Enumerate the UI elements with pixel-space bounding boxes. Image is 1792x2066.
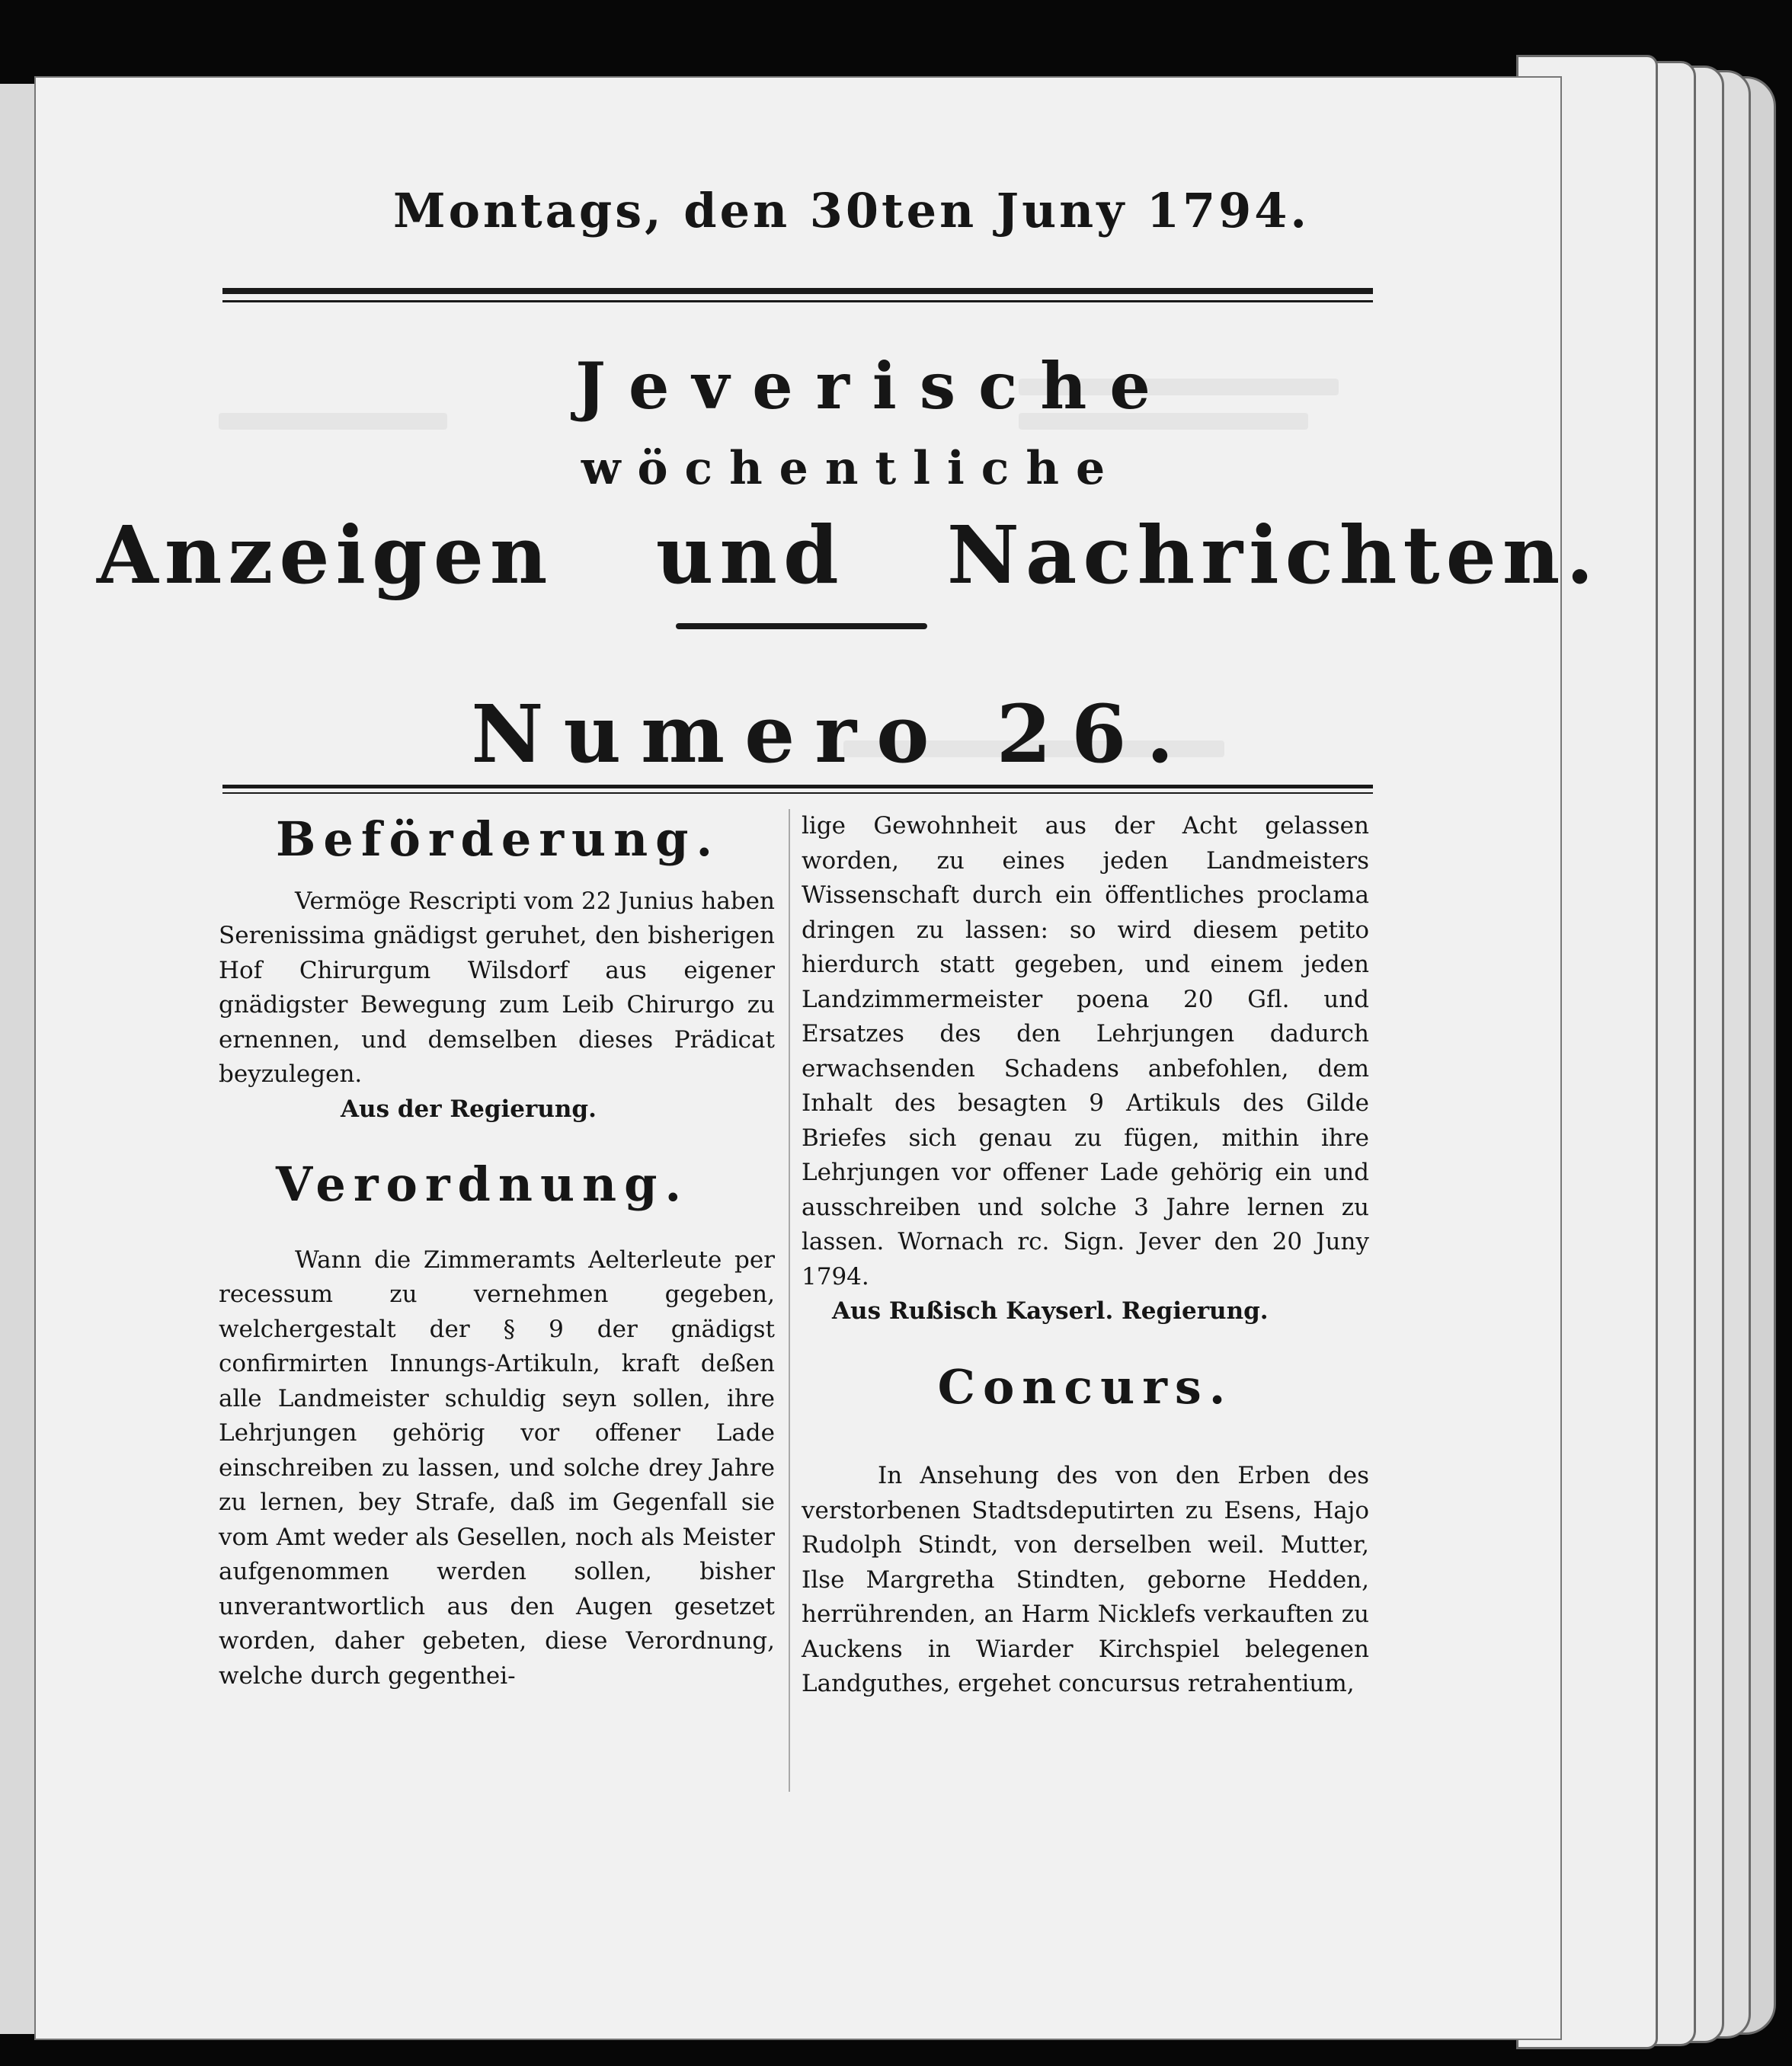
issue-number: Numero 26.	[471, 687, 1194, 781]
header-rule	[222, 288, 1373, 294]
header-rule-thin	[222, 300, 1373, 302]
section-heading-verordnung: Verordnung.	[276, 1156, 690, 1213]
dateline: Montags, den 30ten Juny 1794.	[392, 183, 1310, 238]
section-heading-concurs: Concurs.	[937, 1358, 1234, 1415]
masthead-divider	[676, 623, 927, 629]
signature-regierung: Aus der Regierung.	[341, 1095, 597, 1123]
column-top-rule-thin	[222, 792, 1373, 794]
signature-kayserl-regierung: Aus Rußisch Kayserl. Regierung.	[832, 1297, 1269, 1325]
section-heading-befoerderung: Beförderung.	[276, 811, 721, 867]
masthead-line-1: Jeverische	[575, 348, 1173, 424]
article-verordnung: Wann die Zimmeramts Aelterleute per recessum zu vernehmen gegeben, welchergestalt der § 9 der gnädigst confirmirten Innungs-Artikuln, kraft deßen alle Landmeister schuldig seyn sollen, ihre Lehrjungen gehörig vor offener Lade einschreiben zu lassen, und solche drey Jahre zu lernen, bey Strafe, daß im Gegenfall sie vom Amt weder als Gesellen, noch als Meister aufgenommen werden sollen, bisher unverantwortlich aus den Augen gesetzet worden, daher gebeten, diese Verordnung, welche durch gegenthei-	[219, 1246, 775, 1690]
left-page-edge	[0, 84, 39, 2034]
column-divider	[789, 809, 790, 1792]
masthead-line-2: wöchentliche	[581, 442, 1122, 495]
article-verordnung-continued: lige Gewohnheit aus der Acht gelassen worden, zu eines jeden Landmeisters Wissenschaft durch ein öffentliches proclama dringen zu lassen: so wird diesem petito hierdurch statt gegeben, und einem jeden Landzimmermeister poena 20 Gfl. und Ersatzes des den Lehrjungen dadurch erwachsenden Schadens anbefohlen, dem Inhalt des besagten 9 Artikuls des Gilde Briefes sich genau zu fügen, mithin ihre Lehrjungen vor offener Lade gehörig ein und ausschreiben und solche 3 Jahre lernen zu lassen. Wornach rc. Sign. Jever den 20 Juny 1794.	[802, 812, 1369, 1290]
masthead-line-3: Anzeigen und Nachrichten.	[97, 508, 1600, 602]
right-column	[802, 809, 1369, 1702]
article-concurs: In Ansehung des von den Erben des verstorbenen Stadtsdeputirten zu Esens, Hajo Rudolph Stindt, von derselben weil. Mutter, Ilse Margretha Stindten, geborne Hedden, herrührenden, an Harm Nicklefs verkauften zu Auckens in Wiarder Kirchspiel belegenen Landguthes, ergehet concursus retrahentium,	[802, 1462, 1369, 1698]
newspaper-page	[34, 76, 1600, 2040]
left-column	[219, 809, 775, 1693]
column-top-rule	[222, 785, 1373, 788]
article-befoerderung: Vermöge Rescripti vom 22 Junius haben Serenissima gnädigst geruhet, den bisherigen Hof Chirurgum Wilsdorf aus eigener gnädigster Bewegung zum Leib Chirurgo zu ernennen, und demselben dieses Prädicat beyzulegen.	[219, 887, 775, 1089]
